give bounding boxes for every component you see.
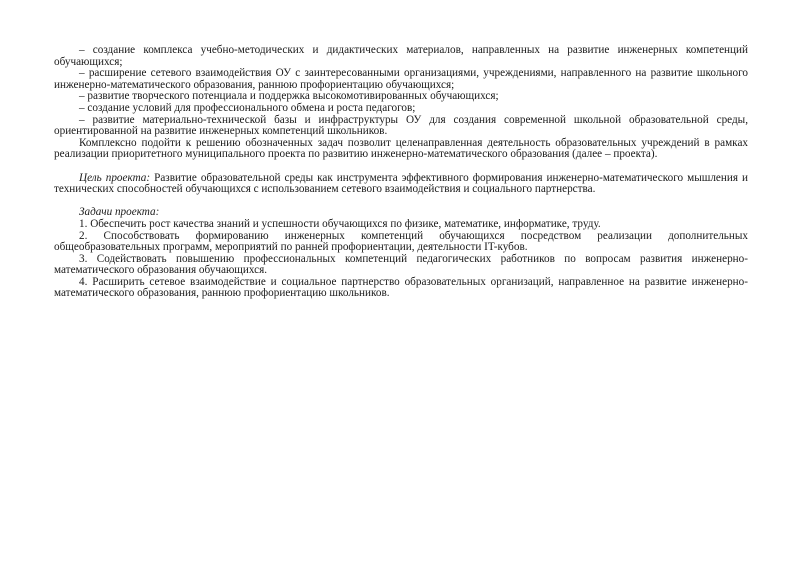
project-tasks-heading: Задачи проекта:	[79, 206, 160, 219]
task-item-2: 2. Способствовать формированию инженерных компетенций обучающихся посредством реализации дополнительных общеобразовательных программ, мероприятий по ранней профориентации, деятельности IT-кубов.	[54, 229, 748, 254]
task-item-1: 1. Обеспечить рост качества знаний и успешности обучающихся по физике, математике, информатике, труду.	[79, 217, 601, 230]
task-item-4: 4. Расширить сетевое взаимодействие и социальное партнерство образовательных организаций, направленное на развитие инженерно-математического образования, раннюю профориентацию школьников.	[54, 275, 748, 300]
summary-paragraph: Комплексно подойти к решению обозначенных задач позволит целенаправленная деятельность образовательных учреждений в рамках реализации приоритетного муниципального проекта по развитию инженерно-математического образования (далее – проекта).	[54, 136, 748, 161]
bullet-item-professional-exchange: – создание условий для профессионального обмена и роста педагогов;	[79, 101, 416, 114]
bullet-item-creative-potential: – развитие творческого потенциала и поддержка высокомотивированных обучающихся;	[79, 90, 499, 103]
project-goal-paragraph	[54, 173, 748, 196]
bullet-item-material-base: – развитие материально-технической базы и инфраструктуры ОУ для создания современной школьной образовательной среды, ориентированной на развитие инженерных компетенций школьников.	[54, 113, 748, 138]
document-page	[54, 45, 748, 300]
bullet-item-network-interaction: – расширение сетевого взаимодействия ОУ с заинтересованными организациями, учреждениями, направленного на развитие школьного инженерно-математического образования, раннюю профориентацию обучающихся;	[54, 67, 748, 91]
task-item-3: 3. Содействовать повышению профессиональных компетенций педагогических работников по вопросам развития инженерно-математического образования обучающихся.	[54, 252, 748, 277]
bullet-item-teaching-materials: – создание комплекса учебно-методических и дидактических материалов, направленных на развитие инженерных компетенций обучающихся;	[54, 44, 748, 68]
project-goal-text: Развитие образовательной среды как инструмента эффективного формирования инженерно-математического мышления и технических способностей обучающихся с использованием сетевого взаимодействия и социального партнерства.	[54, 171, 748, 196]
project-goal-label: Цель проекта:	[79, 171, 151, 184]
